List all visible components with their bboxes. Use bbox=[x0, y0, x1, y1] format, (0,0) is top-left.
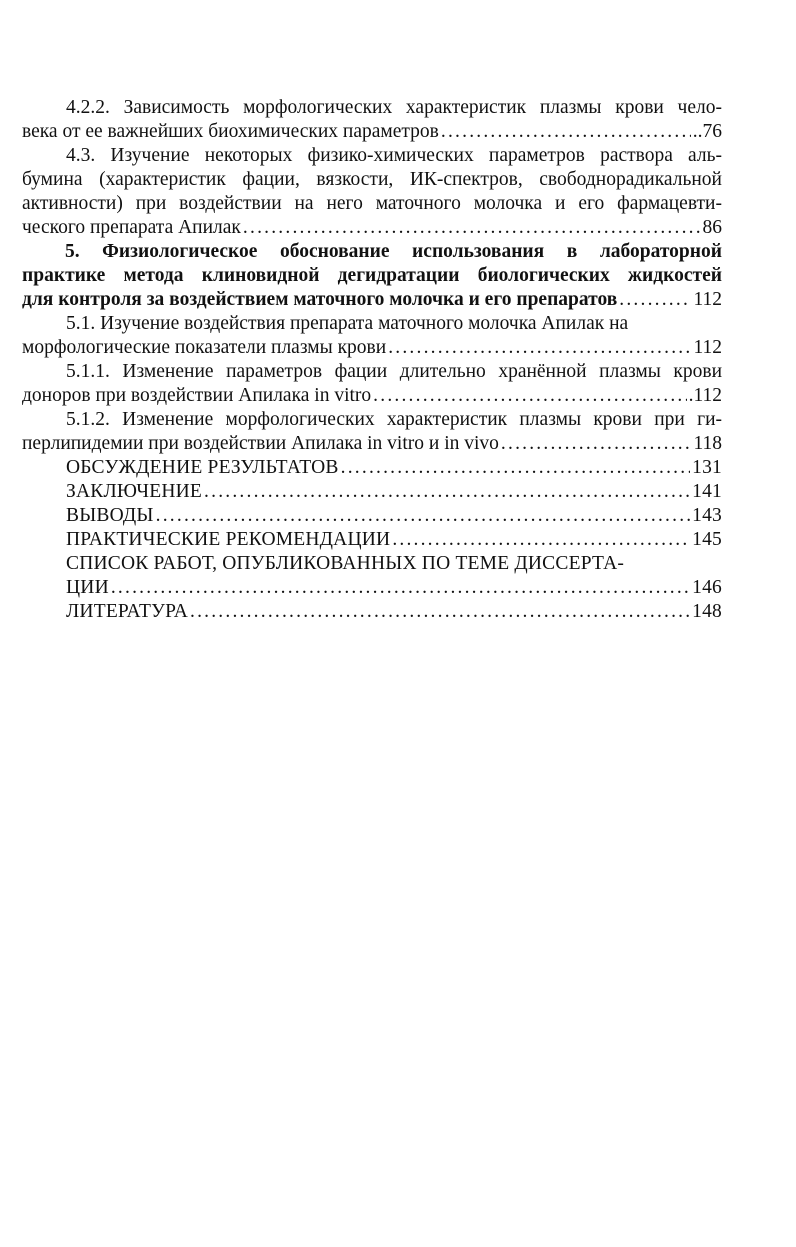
toc-entry-text-line bbox=[22, 552, 722, 576]
toc-entry-text: практике метода клиновидной дегидратации биологических жидкостей bbox=[22, 265, 722, 286]
toc-entry-leader-line bbox=[22, 120, 722, 144]
toc-entry-text: бумина (характеристик фации, вязкости, ИК-спектров, свободнорадикальной bbox=[22, 169, 722, 190]
dot-leader bbox=[156, 504, 691, 528]
toc-entry-text: ЗАКЛЮЧЕНИЕ bbox=[66, 481, 203, 502]
dot-leader bbox=[373, 384, 686, 408]
toc-entry-findings bbox=[22, 504, 722, 528]
toc-entry-text-line bbox=[22, 240, 722, 264]
dot-leader bbox=[619, 288, 691, 312]
toc-entry-text: ОБСУЖДЕНИЕ РЕЗУЛЬТАТОВ bbox=[66, 457, 339, 478]
toc-entry-references bbox=[22, 600, 722, 624]
toc-entry-text: века от ее важнейших биохимических параметров bbox=[22, 121, 439, 142]
toc-entry-5-1-1 bbox=[22, 360, 722, 408]
toc-entry-chapter-5 bbox=[22, 240, 722, 312]
toc-entry-text-line bbox=[22, 264, 722, 288]
toc-page-number: 141 bbox=[692, 481, 722, 502]
toc-entry-4-3 bbox=[22, 144, 722, 240]
toc-entry-text-line bbox=[22, 168, 722, 192]
toc-entry-text: для контроля за воздействием маточного молочка и его препаратов bbox=[22, 289, 618, 310]
toc-entry-5-1-2 bbox=[22, 408, 722, 456]
toc-page-number: 145 bbox=[692, 529, 722, 550]
toc-entry-leader-line bbox=[22, 576, 722, 600]
toc-entry-leader-line bbox=[22, 432, 722, 456]
toc-entry-text: 5. Физиологическое обоснование использования в лабораторной bbox=[65, 241, 722, 262]
toc-page-number: 118 bbox=[693, 433, 722, 454]
toc-page-number: 143 bbox=[692, 505, 722, 526]
toc-entry-leader-line bbox=[22, 336, 722, 360]
toc-entry-5-1 bbox=[22, 312, 722, 360]
toc-entry-text: ЦИИ bbox=[66, 577, 109, 598]
toc-entry-text: СПИСОК РАБОТ, ОПУБЛИКОВАННЫХ ПО ТЕМЕ ДИССЕРТА- bbox=[66, 553, 625, 574]
toc-entry-text-line bbox=[22, 144, 722, 168]
toc-page-number: 146 bbox=[692, 577, 722, 598]
dot-leader bbox=[204, 480, 690, 504]
toc-entry-4-2-2 bbox=[22, 96, 722, 144]
toc-entry-leader-line bbox=[22, 288, 722, 312]
dot-leader bbox=[341, 456, 691, 480]
toc-entry-text: 5.1.2. Изменение морфологических характеристик плазмы крови при ги- bbox=[66, 409, 722, 430]
toc-entry-text: 5.1. Изучение воздействия препарата маточного молочка Апилак на bbox=[66, 313, 629, 334]
toc-page-number: 86 bbox=[702, 217, 722, 238]
toc-page-number: 148 bbox=[692, 601, 722, 622]
toc-entry-text: ВЫВОДЫ bbox=[66, 505, 154, 526]
dot-leader bbox=[243, 216, 701, 240]
toc-entry-text: перлипидемии при воздействии Апилака in vitro и in vivo bbox=[22, 433, 499, 454]
dot-leader bbox=[388, 336, 691, 360]
toc-entry-text-line bbox=[22, 360, 722, 384]
toc-entry-text-line bbox=[22, 408, 722, 432]
dot-leader bbox=[392, 528, 690, 552]
toc-entry-text-line bbox=[22, 312, 722, 336]
toc-entry-publications bbox=[22, 552, 722, 600]
toc-entry-text-line bbox=[22, 96, 722, 120]
dot-leader bbox=[501, 432, 692, 456]
toc-entry-discussion bbox=[22, 456, 722, 480]
dot-leader bbox=[441, 120, 691, 144]
toc-page-number: 131 bbox=[692, 457, 722, 478]
toc-entry-text: ческого препарата Апилак bbox=[22, 217, 241, 238]
toc-entry-text: 4.2.2. Зависимость морфологических характеристик плазмы крови чело- bbox=[66, 97, 722, 118]
table-of-contents bbox=[22, 96, 722, 624]
toc-page-number: ..76 bbox=[692, 121, 722, 142]
toc-entry-text: 4.3. Изучение некоторых физико-химических параметров раствора аль- bbox=[66, 145, 722, 166]
toc-entry-recommendations bbox=[22, 528, 722, 552]
toc-entry-text: доноров при воздействии Апилака in vitro bbox=[22, 385, 372, 406]
toc-entry-text: ПРАКТИЧЕСКИЕ РЕКОМЕНДАЦИИ bbox=[66, 529, 391, 550]
toc-entry-text: активности) при воздействии на него маточного молочка и его фармацевти- bbox=[22, 193, 722, 214]
toc-entry-conclusion bbox=[22, 480, 722, 504]
toc-entry-text: морфологические показатели плазмы крови bbox=[22, 337, 387, 358]
toc-entry-leader-line bbox=[22, 216, 722, 240]
toc-page-number: 112 bbox=[693, 289, 722, 310]
toc-entry-text: ЛИТЕРАТУРА bbox=[66, 601, 188, 622]
toc-entry-leader-line bbox=[22, 384, 722, 408]
dot-leader bbox=[190, 600, 690, 624]
toc-page-number: 112 bbox=[693, 337, 722, 358]
dot-leader bbox=[111, 576, 690, 600]
toc-entry-text-line bbox=[22, 192, 722, 216]
toc-page-number: .112 bbox=[688, 385, 722, 406]
toc-entry-text: 5.1.1. Изменение параметров фации длительно хранённой плазмы крови bbox=[66, 361, 722, 382]
